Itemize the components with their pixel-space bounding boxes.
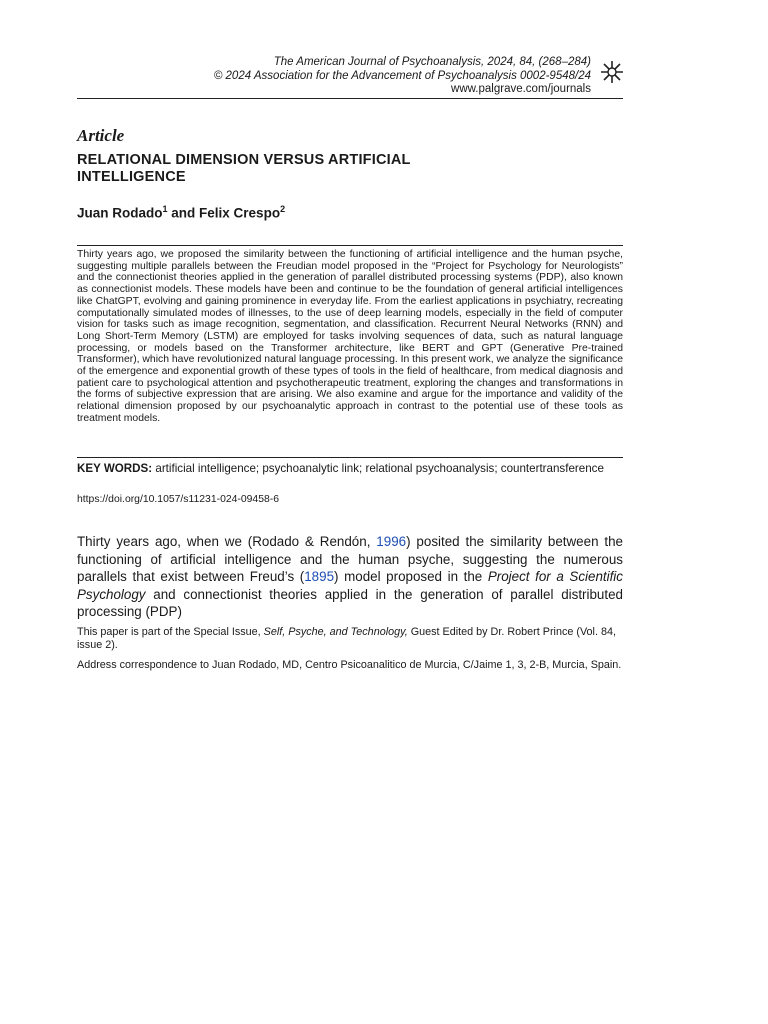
keywords-text: artificial intelligence; psychoanalytic link; relational psychoanalysis; countertransference — [152, 462, 604, 475]
journal-header — [77, 56, 623, 97]
title-line-2: INTELLIGENCE — [77, 169, 186, 185]
author-name[interactable]: Juan Rodado — [77, 205, 163, 221]
body-text-segment: and connectionist theories applied in the generation of parallel distributed processing (PDP) — [77, 586, 623, 619]
article-title — [77, 152, 597, 186]
special-issue-note — [77, 626, 623, 652]
journal-url-link[interactable]: www.palgrave.com/journals — [451, 83, 591, 95]
title-line-1: RELATIONAL DIMENSION VERSUS ARTIFICIAL — [77, 152, 411, 168]
work-title: Project for a Scientific Psychology — [77, 569, 623, 602]
body-text-segment: ) model proposed in the — [334, 569, 488, 584]
article-type-label: Article — [77, 126, 125, 145]
keywords-label: KEY WORDS: — [77, 462, 153, 475]
citation-link-1895[interactable]: 1895 — [304, 569, 335, 584]
copyright-line: © 2024 Association for the Advancement of Psychoanalysis 0002-9548/24 — [213, 69, 591, 82]
abstract-text: Thirty years ago, we proposed the similarity between the functioning of artificial intelligence and the human psyche, suggesting multiple parallels between the Freudian model proposed in the “Project for Psychology for Neurologists” and the connectionist theories applied in the generation of parallel distributed processing systems (PDP), also known as connectionist models. These models have been and continue to be the foundation of general artificial intelligences like ChatGPT, evolving and gaining prominence in everyday life. From the earliest applications in psychiatry, recreating computationally simulated modes of illnesses, to the use of deep learning models, especially in the field of computer vision for tasks such as image recognition, segmentation, and classification. Recurrent Neural Networks (RNN) and Long Short-Term Memory (LSTM) are employed for tasks involving sequences of data, such as natural language processing, or models based on the Transformer architecture, like BERT and GPT (Generative Pre-trained Transformer), which have revolutionized natural language processing. In this present work, we analyze the significance of the emergence and exponential growth of these types of tools in the field of healthcare, from medical diagnosis and patient care to psychological attention and psychotherapeutic treatment, exploring the changes and transformations in the forms of subjective expression that are arising. We also examine and argue for the importance and validity of the relational dimension proposed by our psychoanalytic approach in contrast to the potential use of these tools as treatment models. — [77, 249, 623, 424]
author-name[interactable]: and Felix Crespo — [167, 205, 281, 221]
body-paragraph — [77, 533, 623, 621]
journal-citation: The American Journal of Psychoanalysis, 2024, 84, (268–284) — [273, 56, 591, 68]
affiliation-marker[interactable]: 2 — [280, 204, 286, 214]
affiliation-marker[interactable]: 1 — [162, 204, 168, 214]
keywords — [77, 462, 623, 476]
doi-link[interactable]: https://doi.org/10.1057/s11231-024-09458-6 — [77, 494, 279, 505]
body-text-segment: ) posited the similarity between the functioning of artificial intelligence and the human psyche, suggesting the numerous parallels that exist between Freud’s ( — [77, 534, 624, 584]
citation-link-1996[interactable]: 1996 — [376, 534, 407, 549]
publisher-logo-icon — [599, 59, 625, 85]
abstract-divider-top — [77, 245, 623, 246]
issue-title: Self, Psyche, and Technology, — [263, 626, 408, 638]
note-text: This paper is part of the Special Issue, — [77, 626, 264, 638]
author-list — [77, 204, 285, 221]
note-text: Guest Edited by Dr. Robert Prince (Vol. 84, issue 2). — [77, 626, 616, 651]
body-text-segment: Thirty years ago, when we (Rodado & Rendón, — [77, 534, 377, 549]
header-divider — [77, 98, 623, 99]
correspondence-note: Address correspondence to Juan Rodado, MD, Centro Psicoanalitico de Murcia, C/Jaime 1, 3, 2-B, Murcia, Spain. — [77, 659, 622, 671]
abstract-divider-bottom — [77, 457, 623, 458]
